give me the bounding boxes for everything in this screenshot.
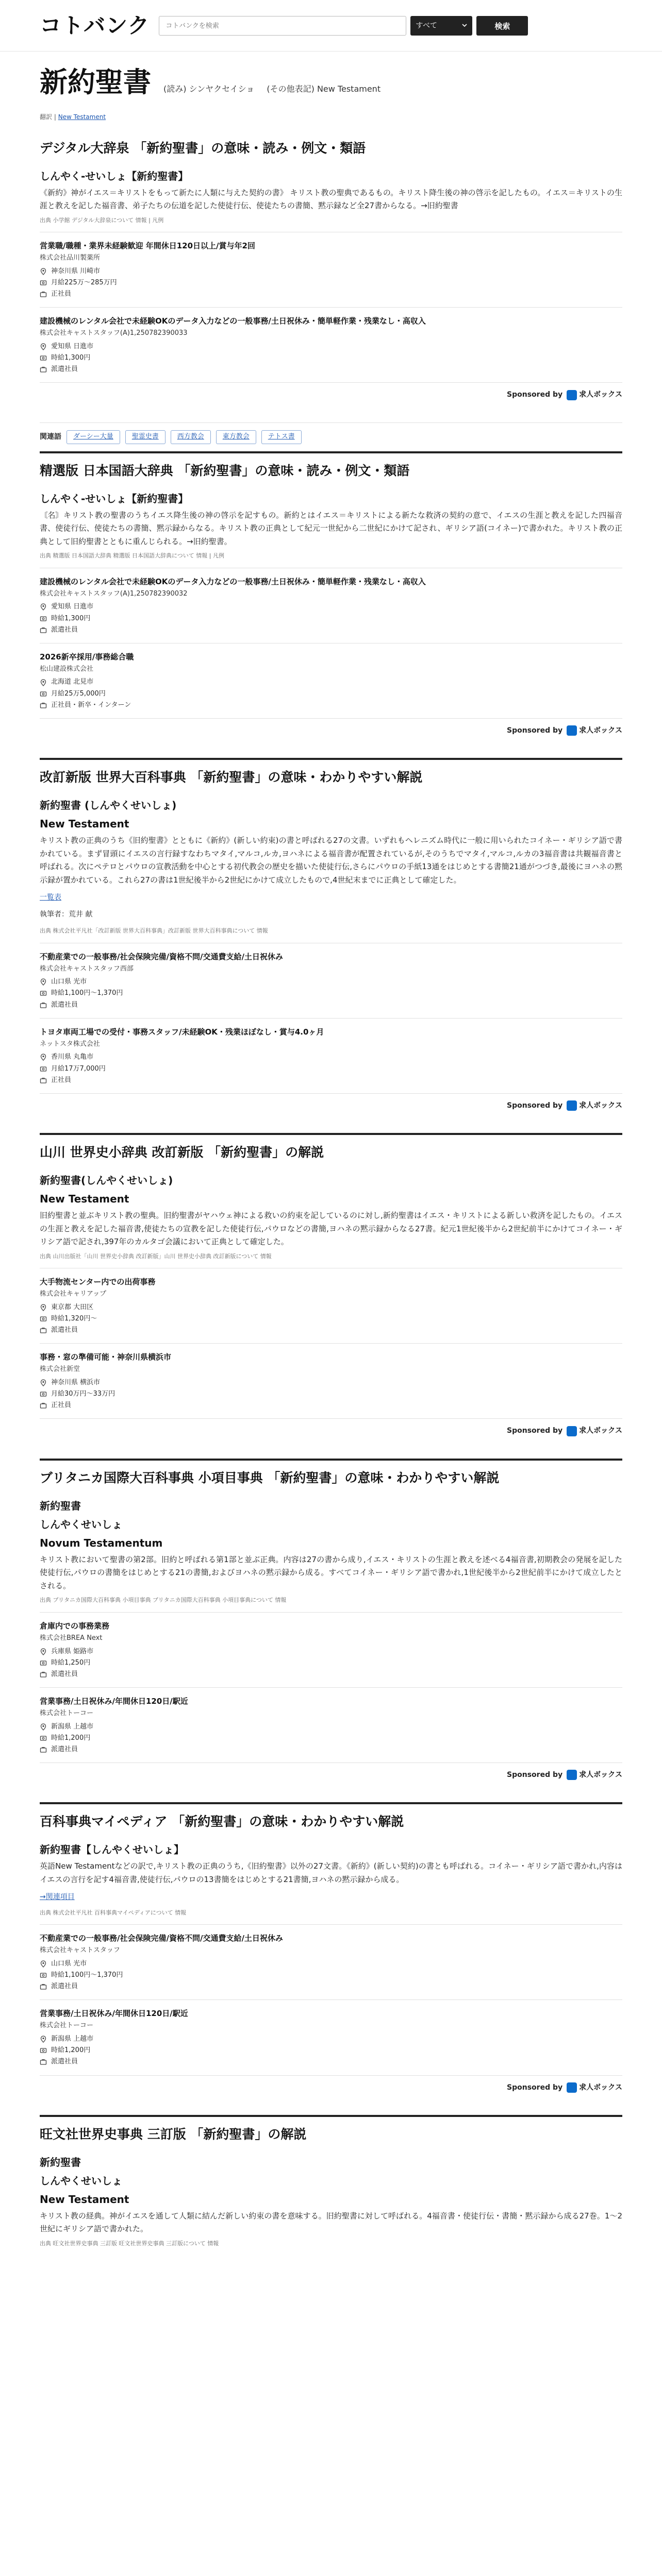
location-icon [40,1304,47,1311]
job-detail-text: 時給1,200円 [51,1734,91,1742]
job-detail-row [40,1302,622,1313]
entry-more-link[interactable]: 一覧表 [40,893,61,902]
yen-icon [40,690,47,698]
location-icon [40,1648,47,1655]
location-icon [40,343,47,350]
search-input[interactable] [159,16,406,36]
job-detail-row [40,976,622,988]
yen-icon [40,279,47,286]
job-detail-text: 月給225万〜285万円 [51,279,117,287]
job-detail-row [40,2056,622,2067]
yen-icon [40,1659,47,1667]
entry-headword: しんやく‐せいしょ【新約聖書】 [40,492,189,505]
entry-source: 出典 株式会社平凡社「改訂新版 世界大百科事典」改訂新版 世界大百科事典について 情報 [40,927,268,934]
job-detail-text: 派遣社員 [51,1326,78,1334]
job-detail-row [40,1400,622,1411]
main-content [40,52,622,2248]
briefcase-icon [40,1002,47,1009]
entry-headword: 新約聖書 [40,1499,81,1512]
job-title[interactable]: 大手物流センター内での出荷事務 [40,1277,156,1287]
sponsor-line [40,1418,622,1446]
briefcase-icon [40,1327,47,1334]
job-detail-text: 愛知県 日進市 [51,343,94,351]
job-listing[interactable] [40,1018,622,1093]
entry-body: キリスト教の経典。神がイエスを通して人類に結んだ新しい約束の書を意味する。旧約聖書に対して呼ばれる。4福音書・使徒行伝・書簡・黙示録から成る27巻。1〜2世紀にギリシア語で書かれた。 [40,2211,622,2234]
location-icon [40,1723,47,1731]
sponsor-brand[interactable] [567,2082,622,2093]
brand-logo-icon [567,1100,577,1111]
job-detail-row [40,601,622,613]
job-listing[interactable] [40,568,622,643]
job-detail-text: 時給1,250円 [51,1658,91,1667]
entry-body: キリスト教において聖書の第2部。旧約と呼ばれる第1部と並ぶ正典。内容は27の書から成り,イエス・キリストの生涯と教えを述べる4福音書,初期教会の発展を記した使徒行伝,パウロの書簡をはじめとする21の書簡,およびヨハネの黙示録から成る。すべてコイネー・ギリシア語で書かれ,1世紀後半から2世紀前半にかけて成立したとされる。 [40,1554,622,1590]
entries-list [40,131,622,2248]
chevron-down-icon [462,20,467,31]
job-detail-row [40,999,622,1011]
job-detail-text: 正社員・新卒・インターン [51,701,131,709]
sponsor-label: Sponsored by [507,391,563,399]
job-company: 株式会社トーコー [40,1709,94,1717]
job-detail-text: 正社員 [51,1076,72,1084]
job-listing[interactable] [40,1612,622,1687]
entry-more-link[interactable]: →関連項目 [40,1893,75,1902]
entry-body: キリスト教の正典のうち《旧約聖書》とともに《新約》(新しい約束)の書と呼ばれる27の文書。いずれもヘレニズム時代に一般に用いられたコイネー・ギリシア語で書かれている。まず冒頭にイエスの言行録すなわちマタイ,マルコ,ルカ,ヨハネによる福音書が配置されているが,そのうちでマタイ,マルコ,ルカの3福音書は共観福音書と呼ばれる。次にペテロとパウロの宣教活動を中心とする初代教会の歴史を描いた使徒行伝,さらにパウロの手紙13通をはじめとする書簡21通がつづき,最後にヨハネの黙示録が置かれている。これら27の書は1世紀後半から2世紀にかけて成立したもので,4世紀末までに正典として確定した。 [40,836,622,885]
job-title[interactable]: 事務・窓の準備可能・神奈川県横浜市 [40,1352,172,1362]
entry-title: 百科事典マイペディア 「新約聖書」の意味・わかりやすい解説 [40,1814,404,1829]
entry-source: 出典 山川出版社「山川 世界史小辞典 改訂新版」山川 世界史小辞典 改訂新版について 情報 [40,1252,272,1260]
page-title: 新約聖書 [40,65,151,98]
sponsor-brand-name: 求人ボックス [579,1101,622,1110]
entry-title: 山川 世界史小辞典 改訂新版 「新約聖書」の解説 [40,1145,324,1160]
entry-headword-sub: しんやくせいしょ [40,1518,122,1531]
job-detail-text: 月給30万円〜33万円 [51,1390,115,1398]
sponsor-label: Sponsored by [507,1101,563,1110]
briefcase-icon [40,291,47,298]
yen-icon [40,354,47,362]
briefcase-icon [40,2058,47,2065]
job-detail-row [40,1721,622,1733]
sponsor-label: Sponsored by [507,1770,563,1779]
sponsor-line [40,1762,622,1790]
job-listing[interactable] [40,643,622,718]
location-icon [40,268,47,275]
page-title-row [40,52,622,109]
job-detail-text: 山口県 光市 [51,1960,87,1968]
job-detail-text: 時給1,300円 [51,614,91,622]
entry-author: 執筆者：荒井 献 [40,910,93,919]
job-listing[interactable] [40,1268,622,1343]
job-listing[interactable] [40,307,622,382]
dictionary-entry [40,451,622,746]
job-detail-text: 正社員 [51,290,72,298]
job-listing[interactable] [40,1343,622,1418]
related-label: 関連語 [40,432,61,441]
job-detail-row [40,1313,622,1325]
job-title[interactable]: 倉庫内での事務業務 [40,1621,110,1631]
sponsor-brand[interactable] [567,1425,622,1436]
job-detail-row [40,988,622,999]
entry-title: 改訂新版 世界大百科事典 「新約聖書」の意味・わかりやすい解説 [40,770,423,785]
job-detail-text: 山口県 光市 [51,978,87,986]
job-detail-row [40,2045,622,2056]
job-title[interactable]: トヨタ車両工場での受付・事務スタッフ/未経験OK・残業ほぼなし・賞与4.0ヶ月 [40,1027,324,1037]
job-title[interactable]: 不動産業での一般事務/社会保険完備/資格不問/交通費支給/土日祝休み [40,1934,283,1943]
job-detail-row [40,1733,622,1744]
job-detail-text: 神奈川県 川崎市 [51,267,101,275]
sponsor-brand[interactable] [567,389,622,400]
job-detail-row [40,1958,622,1970]
job-detail-row [40,1325,622,1336]
job-company: 株式会社キャストスタッフ(A)1,250782390032 [40,589,188,598]
entry-title: 旺文社世界史事典 三訂版 「新約聖書」の解説 [40,2126,307,2142]
job-detail-text: 正社員 [51,1401,72,1410]
yen-icon [40,1391,47,1398]
job-detail-row [40,341,622,352]
yen-icon [40,2047,47,2054]
job-detail-row [40,1388,622,1400]
job-detail-row [40,1669,622,1680]
entry-headword: 新約聖書 (しんやくせいしょ) [40,799,177,812]
search-scope-select[interactable] [410,16,472,36]
briefcase-icon [40,1983,47,1990]
job-detail-row [40,1657,622,1669]
location-icon [40,978,47,986]
job-detail-row [40,364,622,375]
job-detail-row [40,700,622,711]
job-title[interactable]: 建設機械のレンタル会社で未経験OKのデータ入力などの一般事務/土日祝休み・簡単軽作業・残業なし・高収入 [40,316,426,326]
job-company: 株式会社キャストスタッフ西部 [40,964,134,973]
job-listing[interactable] [40,1924,622,1999]
yen-icon [40,990,47,997]
entry-body: 旧約聖書と並ぶキリスト教の聖典。旧約聖書がヤハウェ神による救いの約束を記しているのに対し,新約聖書はイエス・キリストによる新しい救済を記したもの。イエスの生涯と教えを記した福音書,使徒たちの宣教を記した使徒行伝,パウロなどの書簡,ヨハネの黙示録からなる27書。紀元1世紀後半から2世紀前半にかけてコイネー・ギリシア語で記され,397年のカルタゴ会議において正典として確定した。 [40,1211,622,1247]
job-company: 株式会社キャストスタッフ [40,1946,120,1955]
job-title[interactable]: 営業事務/土日祝休み/年間休日120日/駅近 [40,2009,188,2019]
entry-headword-foreign: Novum Testamentum [40,1536,163,1549]
job-detail-text: 派遣社員 [51,365,78,374]
job-detail-text: 香川県 丸亀市 [51,1053,94,1061]
search-scope-label: すべて [416,21,438,30]
job-detail-text: 時給1,100円〜1,370円 [51,1971,123,1979]
page-reading: (読み) シンヤクセイショ [163,84,255,94]
sponsor-label: Sponsored by [507,2083,563,2092]
entry-headword: 新約聖書 [40,2156,81,2168]
job-detail-text: 北海道 北見市 [51,678,94,686]
sponsor-brand-name: 求人ボックス [579,1770,622,1779]
entry-source: 出典 旺文社世界史事典 三訂版 旺文社世界史事典 三訂版について 情報 [40,2240,219,2247]
entry-body: 《新約》神がイエス＝キリストをもって新たに人類に与えた契約の書》 キリスト教の聖典であるもの。キリスト降生後の神の啓示を記したもの。イエス＝キリストの生涯と教えを記した福音書、弟子たちの伝道を記した使徒行伝、使徒たちの書簡、黙示録など全27書からなる。→旧約聖書 [40,188,622,211]
job-company: ネットスタ株式会社 [40,1040,100,1048]
breadcrumb-link[interactable]: New Testament [58,113,106,121]
sponsor-brand-name: 求人ボックス [579,2083,622,2092]
brand-logo-icon [567,390,577,400]
dictionary-entry [40,1133,622,1446]
location-icon [40,1960,47,1968]
location-icon [40,2036,47,2043]
yen-icon [40,1735,47,1742]
job-detail-row [40,688,622,700]
briefcase-icon [40,702,47,709]
sponsor-brand[interactable] [567,1769,622,1781]
briefcase-icon [40,1671,47,1678]
job-detail-row [40,266,622,277]
entry-headword-sub: しんやくせいしょ [40,2174,122,2187]
location-icon [40,679,47,686]
related-terms [40,422,622,451]
sponsor-brand-name: 求人ボックス [579,1427,622,1435]
yen-icon [40,1972,47,1979]
job-listing[interactable] [40,943,622,1018]
briefcase-icon [40,1402,47,1409]
entry-source: 出典 精選版 日本国語大辞典 精選版 日本国語大辞典について 情報 | 凡例 [40,552,224,560]
entry-source: 出典 株式会社平凡社 百科事典マイペディアについて 情報 [40,1909,187,1916]
job-detail-text: 派遣社員 [51,1982,78,1991]
site-logo[interactable]: コトバンク [40,13,150,39]
job-detail-row [40,1075,622,1086]
entry-headword: 新約聖書(しんやくせいしょ) [40,1174,173,1187]
job-detail-row [40,1970,622,1981]
job-detail-text: 派遣社員 [51,1745,78,1753]
job-company: 株式会社品川製薬所 [40,254,101,262]
job-detail-text: 新潟県 上越市 [51,1722,94,1731]
job-detail-row [40,1981,622,1992]
job-detail-text: 派遣社員 [51,625,78,634]
sponsor-line [40,718,622,745]
dictionary-entry [40,1802,622,2103]
entry-title: デジタル大辞泉 「新約聖書」の意味・読み・例文・類語 [40,140,366,156]
briefcase-icon [40,626,47,634]
job-detail-text: 時給1,320円〜 [51,1315,97,1323]
job-detail-row [40,624,622,636]
dictionary-entry [40,1459,622,1790]
location-icon [40,1379,47,1386]
entry-body: 英語New Testamentなどの訳で,キリスト教の正典のうち,《旧約聖書》以外の27文書。《新約》(新しい契約)の書とも呼ばれる。コイネー・ギリシア語で書かれ,内容はイエスの言行を記す4福音書,使徒行伝,パウロの13書簡をはじめとする21書簡,ヨハネの黙示録から成る。 [40,1861,622,1884]
job-detail-row [40,352,622,364]
job-title[interactable]: 建設機械のレンタル会社で未経験OKのデータ入力などの一般事務/土日祝休み・簡単軽作業・残業なし・高収入 [40,577,426,586]
entry-title: ブリタニカ国際大百科事典 小項目事典 「新約聖書」の意味・わかりやすい解説 [40,1470,500,1485]
related-tag[interactable]: 西方教会 [171,430,211,444]
related-tag[interactable]: テトス書 [261,430,302,444]
job-company: 株式会社キャストスタッフ(A)1,250782390033 [40,329,188,337]
related-tag[interactable]: ダーシー大量 [67,430,120,444]
dictionary-entry [40,2115,622,2248]
sponsor-line [40,382,622,410]
brand-logo-icon [567,725,577,736]
sponsor-line [40,2075,622,2103]
job-company: 松山建設株式会社 [40,665,94,673]
sponsor-brand[interactable] [567,1100,622,1111]
entry-body: 〘名〙キリスト教の聖書のうちイエス降生後の神の啓示を記すもの。新約とはイエス＝キリストによる新たな救済の契約の意で、イエスの生涯と教えを記した四福音書、使徒行伝、使徒たちの書簡、黙示録からなる。キリスト教の正典として紀元一世紀から二世紀にかけて記され、ギリシア語(コイネー)で書かれた。キリスト教の正典として旧約聖書とともに重んじられる。→旧約聖書。 [40,510,622,546]
job-detail-text: 派遣社員 [51,1001,78,1009]
job-detail-text: 神奈川県 横浜市 [51,1379,101,1387]
job-company: 株式会社トーコー [40,2022,94,2030]
related-tag[interactable]: 聖霊史書 [125,430,166,444]
briefcase-icon [40,1746,47,1753]
sponsor-brand-name: 求人ボックス [579,391,622,399]
entry-source: 出典 ブリタニカ国際大百科事典 小項目事典 ブリタニカ国際大百科事典 小項目事典について 情報 [40,1597,287,1604]
job-company: 株式会社BREA Next [40,1634,103,1642]
job-detail-row [40,613,622,624]
entry-headword: 新約聖書【しんやくせいしょ】 [40,1843,184,1856]
entry-headword-foreign: New Testament [40,2193,129,2206]
sponsor-brand-name: 求人ボックス [579,726,622,735]
entry-headword-sub: New Testament [40,818,129,831]
dictionary-entry [40,131,622,410]
sponsor-line [40,1093,622,1121]
yen-icon [40,615,47,622]
job-detail-text: 月給25万5,000円 [51,689,106,698]
location-icon [40,603,47,611]
entry-headword-sub: New Testament [40,1193,129,1206]
sponsor-brand[interactable] [567,725,622,736]
sponsor-label: Sponsored by [507,726,563,735]
sponsor-label: Sponsored by [507,1427,563,1435]
brand-logo-icon [567,1770,577,1780]
job-title[interactable]: 営業事務/土日祝休み/年間休日120日/駅近 [40,1696,188,1706]
job-detail-text: 東京都 大田区 [51,1303,94,1311]
breadcrumb-prefix: 翻訳 | [40,113,56,121]
job-detail-text: 派遣社員 [51,2058,78,2066]
page-other-notation: (その他表記) New Testament [267,84,381,94]
briefcase-icon [40,366,47,373]
search-area [159,16,622,36]
job-detail-row [40,1377,622,1388]
job-detail-text: 月給17万7,000円 [51,1064,106,1073]
job-detail-row [40,277,622,289]
related-tag[interactable]: 東方教会 [216,430,256,444]
entry-source: 出典 小学館 デジタル大辞泉について 情報 | 凡例 [40,216,164,224]
job-detail-text: 兵庫県 姫路市 [51,1647,94,1655]
job-detail-row [40,1052,622,1063]
location-icon [40,1054,47,1061]
yen-icon [40,1315,47,1323]
job-detail-text: 時給1,300円 [51,354,91,362]
top-bar [0,0,662,52]
job-detail-row [40,676,622,688]
briefcase-icon [40,1077,47,1084]
job-title[interactable]: 2026新卒採用/事務総合職 [40,652,134,662]
job-detail-text: 愛知県 日進市 [51,603,94,611]
search-button[interactable]: 検索 [476,16,528,36]
job-listing[interactable] [40,1687,622,1762]
job-detail-text: 派遣社員 [51,1670,78,1678]
job-detail-row [40,1063,622,1075]
job-detail-row [40,289,622,300]
job-listing[interactable] [40,1999,622,2075]
job-detail-row [40,1646,622,1657]
brand-logo-icon [567,1426,577,1436]
breadcrumb [40,112,622,122]
job-detail-text: 新潟県 上越市 [51,2035,94,2043]
job-detail-row [40,2033,622,2045]
job-company: 株式会社キャリアップ [40,1290,107,1298]
dictionary-entry [40,758,622,1121]
job-detail-text: 時給1,100円〜1,370円 [51,989,123,997]
entry-headword: しんやく‐せいしょ【新約聖書】 [40,170,189,182]
entry-title: 精選版 日本国語大辞典 「新約聖書」の意味・読み・例文・類語 [40,463,410,478]
job-company: 株式会社新堂 [40,1365,80,1374]
job-title[interactable]: 不動産業での一般事務/社会保険完備/資格不問/交通費支給/土日祝休み [40,952,283,961]
brand-logo-icon [567,2082,577,2093]
job-detail-text: 時給1,200円 [51,2046,91,2055]
job-detail-row [40,1744,622,1755]
job-title[interactable]: 営業職/職種・業界未経験歓迎 年間休日120日以上/賞与年2回 [40,241,255,251]
yen-icon [40,1065,47,1073]
job-listing[interactable] [40,232,622,307]
